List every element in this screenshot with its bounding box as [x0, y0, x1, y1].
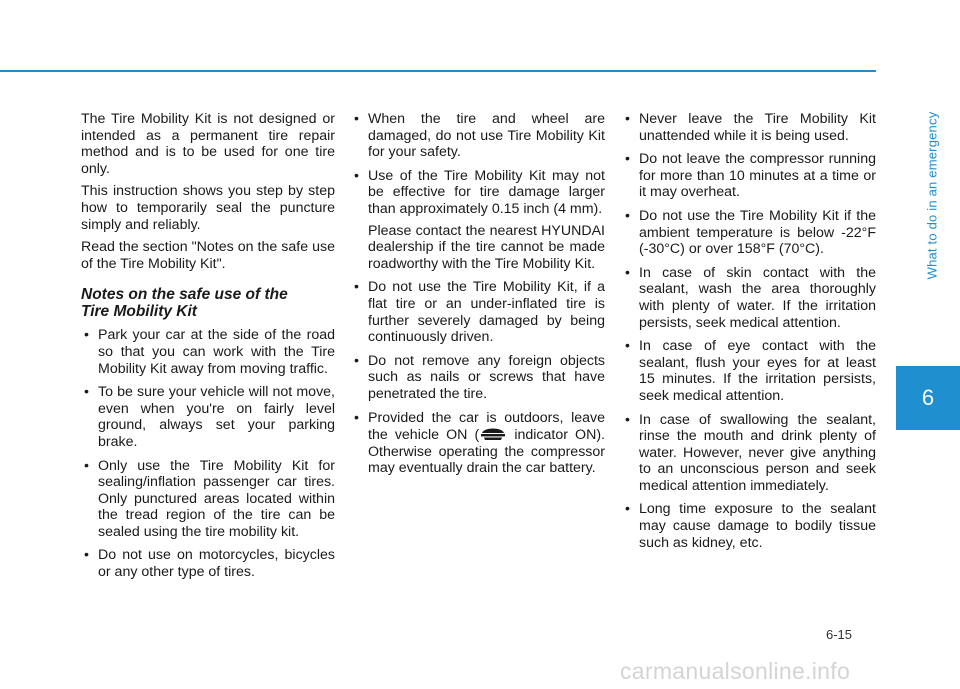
list-item: • Use of the Tire Mobility Kit may not be effective for tire damage larger than approximately 0.15 inch (4 mm). Please contact the nearest HYUNDAI dealership if the tire cannot be made roadworthy with the Tire Mobility Kit.	[351, 168, 605, 273]
list-item: • Do not remove any foreign objects such as nails or screws that have penetrated the tire.	[351, 353, 605, 403]
safety-notes-list	[622, 111, 876, 551]
ready-indicator-icon	[479, 426, 507, 442]
list-item: • Long time exposure to the sealant may cause damage to bodily tissue such as kidney, etc.	[622, 501, 876, 551]
list-item-continuation: Please contact the nearest HYUNDAI dealership if the tire cannot be made roadworthy with the Tire Mobility Kit.	[368, 222, 605, 272]
list-item: • Do not use on motorcycles, bicycles or any other type of tires.	[81, 547, 335, 580]
safety-notes-list	[351, 111, 605, 477]
list-item: • Park your car at the side of the road so that you can work with the Tire Mobility Kit away from moving traffic.	[81, 327, 335, 377]
section-heading: Notes on the safe use of the Tire Mobility Kit	[81, 286, 288, 321]
watermark: carmanualsonline.info	[620, 658, 851, 684]
list-item: • Only use the Tire Mobility Kit for sealing/inflation passenger car tires. Only punctured areas located within the tread region of the tire can be sealed using the tire mobility kit.	[81, 458, 335, 541]
intro-paragraph: Read the section "Notes on the safe use of the Tire Mobility Kit".	[81, 239, 335, 272]
list-item: • In case of skin contact with the sealant, wash the area thoroughly with plenty of water. If the irritation persists, seek medical attention.	[622, 265, 876, 331]
list-item: • Do not use the Tire Mobility Kit if the ambient temperature is below -22°F (-30°C) or over 158°F (70°C).	[622, 208, 876, 258]
list-item: • Do not use the Tire Mobility Kit, if a flat tire or an under-inflated tire is further severely damaged by being continuously driven.	[351, 279, 605, 345]
list-item: • In case of swallowing the sealant, rinse the mouth and drink plenty of water. However, never give anything to an unconscious person and seek medical attention immediately.	[622, 412, 876, 495]
chapter-tab: 6	[896, 366, 960, 430]
safety-notes-list	[81, 327, 335, 580]
list-item: • To be sure your vehicle will not move, even when you're on fairly level ground, always set your parking brake.	[81, 384, 335, 450]
column-3	[622, 111, 876, 558]
list-item: • Provided the car is outdoors, leave the vehicle ON ( indicator ON). Otherwise operating the compressor may eventually drain the car battery.	[351, 410, 605, 477]
section-title: What to do in an emergency	[924, 111, 940, 279]
list-item: • In case of eye contact with the sealant, flush your eyes for at least 15 minutes. If the irritation persists, seek medical attention.	[622, 338, 876, 404]
header-rule	[0, 70, 876, 72]
list-item: • Do not leave the compressor running for more than 10 minutes at a time or it may overheat.	[622, 151, 876, 201]
page-number: 6-15	[826, 627, 853, 642]
intro-paragraph: This instruction shows you step by step how to temporarily seal the puncture simply and reliably.	[81, 183, 335, 233]
intro-paragraph: The Tire Mobility Kit is not designed or intended as a permanent tire repair method and is to be used for one tire only.	[81, 111, 335, 177]
column-1	[81, 111, 335, 588]
list-item: • Never leave the Tire Mobility Kit unattended while it is being used.	[622, 111, 876, 144]
column-2	[351, 111, 605, 484]
list-item: • When the tire and wheel are damaged, do not use Tire Mobility Kit for your safety.	[351, 111, 605, 161]
